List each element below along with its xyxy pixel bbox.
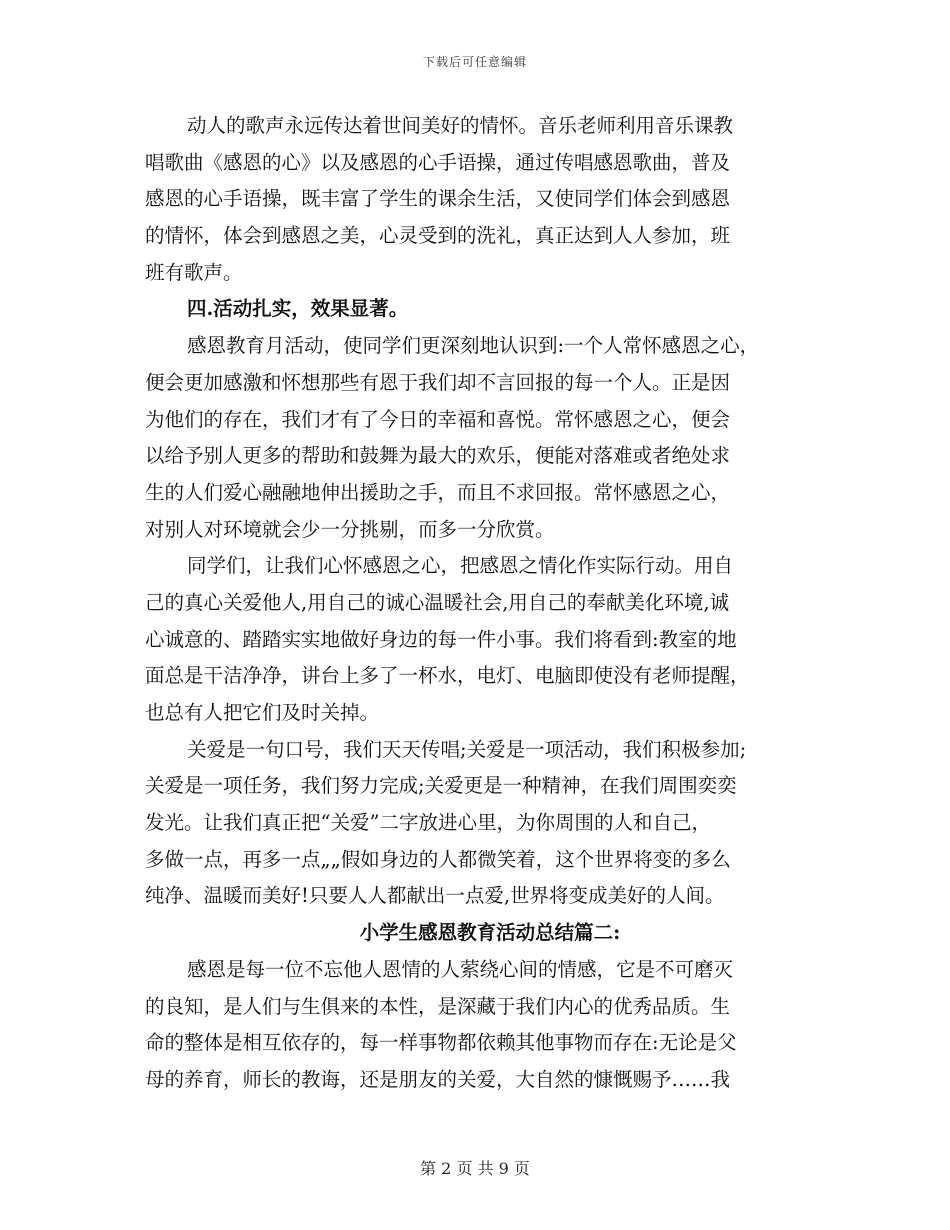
document-body <box>145 108 805 1099</box>
paragraph-line: 心诚意的、踏踏实实地做好身边的每一件小事。我们将看到:教室的地 <box>145 627 737 651</box>
page-header: 下载后可任意编辑 <box>422 55 527 69</box>
paragraph-line: 命的整体是相互依存的，每一样事物都依赖其他事物而存在:无论是父 <box>145 1031 737 1055</box>
paragraph-line: 以给予别人更多的帮助和鼓舞为最大的欢乐，便能对落难或者绝处求 <box>145 444 731 468</box>
paragraph-line: 关爱是一句口号，我们天天传唱;关爱是一项活动，我们积极参加; <box>187 737 747 761</box>
paragraph-line: 便会更加感激和怀想那些有恩于我们却不言回报的每一个人。正是因 <box>145 370 731 394</box>
paragraph-line: 对别人对环境就会少一分挑剔，而多一分欣赏。 <box>145 517 555 541</box>
paragraph-line: 面总是干洁净净，讲台上多了一杯水，电灯、电脑即使没有老师提醒， <box>145 664 750 688</box>
paragraph-line: 多做一点，再多一点„„假如身边的人都微笑着，这个世界将变的多么 <box>145 847 731 871</box>
paragraph-line: 班有歌声。 <box>145 260 243 284</box>
paragraph-line: 的情怀，体会到感恩之美，心灵受到的洗礼，真正达到人人参加，班 <box>145 224 731 248</box>
paragraph-line: 感恩教育月活动，使同学们更深刻地认识到:一个人常怀感恩之心， <box>187 334 760 358</box>
paragraph-line: 发光。让我们真正把“关爱”二字放进心里，为你周围的人和自己， <box>145 811 711 835</box>
section-title: 小学生感恩教育活动总结篇二: <box>359 921 621 945</box>
paragraph-line: 动人的歌声永远传达着世间美好的情怀。音乐老师利用音乐课教 <box>187 114 734 137</box>
paragraph-line: 的良知，是人们与生俱来的本性，是深藏于我们内心的优秀品质。生 <box>145 994 731 1018</box>
paragraph-line: 为他们的存在，我们才有了今日的幸福和喜悦。常怀感恩之心，便会 <box>145 407 731 431</box>
paragraph-line: 同学们，让我们心怀感恩之心，把感恩之情化作实际行动。用自 <box>187 554 734 578</box>
paragraph-line: 感恩的心手语操，既丰富了学生的课余生活，又使同学们体会到感恩 <box>145 187 731 211</box>
page-footer: 第 2 页 共 9 页 <box>420 1159 530 1178</box>
paragraph-line: 感恩是每一位不忘他人恩情的人萦绕心间的情感，它是不可磨灭 <box>187 957 734 981</box>
paragraph-line: 母的养育，师长的教诲，还是朋友的关爱，大自然的慷慨赐予……我 <box>145 1067 731 1091</box>
paragraph-line: 生的人们爱心融融地伸出援助之手，而且不求回报。常怀感恩之心， <box>145 480 731 504</box>
paragraph-line: 己的真心关爱他人,用自己的诚心温暖社会,用自己的奉献美化环境,诚 <box>145 590 730 614</box>
paragraph-line: 也总有人把它们及时关掉。 <box>145 701 380 724</box>
section-heading: 四.活动扎实，效果显著。 <box>187 297 409 321</box>
paragraph-line: 关爱是一项任务，我们努力完成;关爱更是一种精神，在我们周围奕奕 <box>145 774 737 798</box>
paragraph-line: 纯净、温暖而美好!只要人人都献出一点爱,世界将变成美好的人间。 <box>145 884 725 908</box>
paragraph-line: 唱歌曲《感恩的心》以及感恩的心手语操，通过传唱感恩歌曲，普及 <box>145 150 731 174</box>
